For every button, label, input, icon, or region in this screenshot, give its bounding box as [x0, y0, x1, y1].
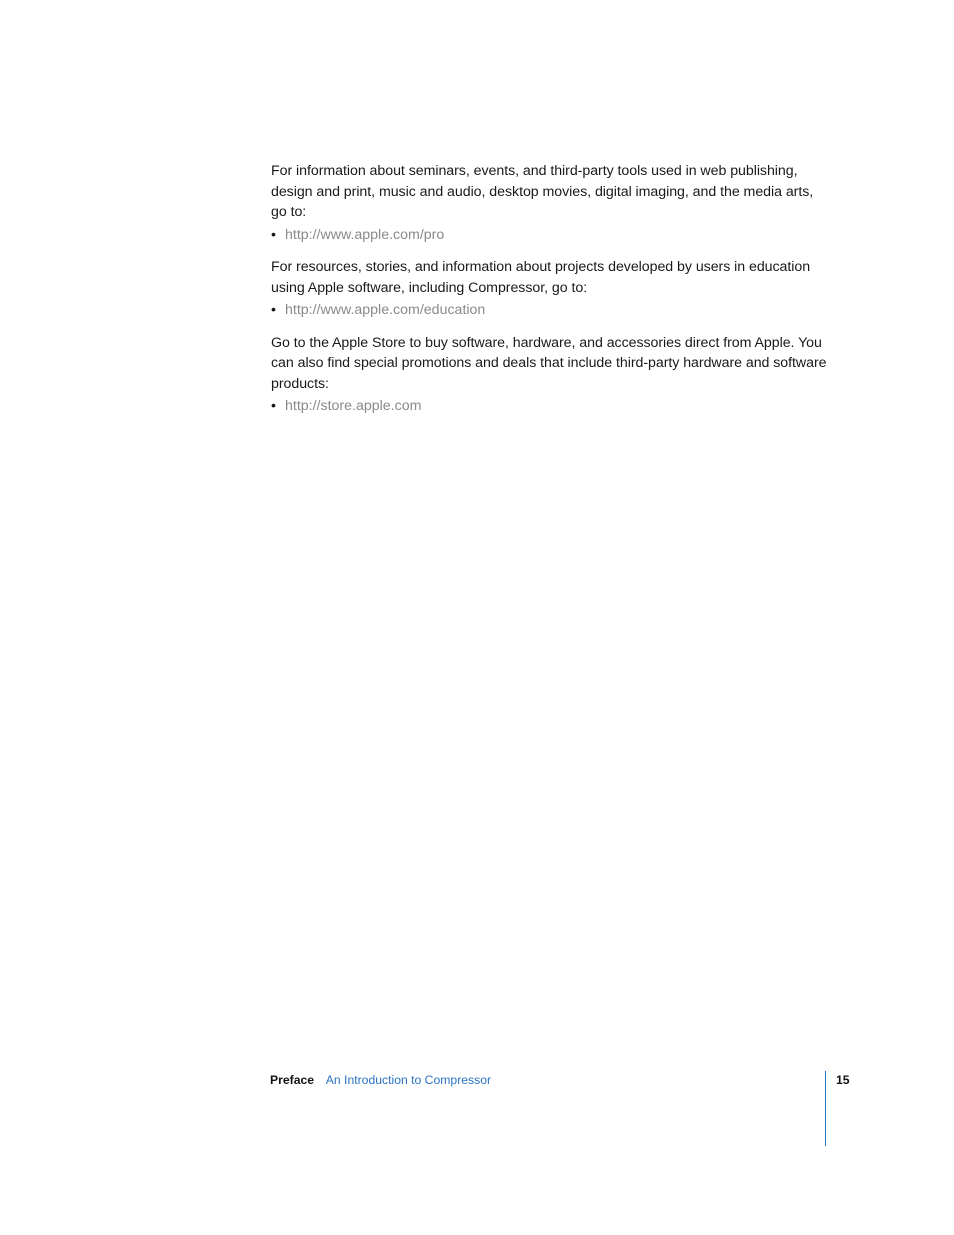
paragraph-apple-store: Go to the Apple Store to buy software, hardware, and accessories direct from Apple. You can also find special promotions and deals that include third-party hardware and software products:: [271, 334, 827, 392]
page-content: [271, 161, 831, 429]
footer-chapter-title: An Introduction to Compressor: [325, 1073, 492, 1087]
list-item: [271, 396, 831, 417]
link-list-education: [271, 300, 831, 321]
link-list-pro: [271, 225, 831, 246]
list-item: [271, 225, 831, 246]
link-apple-education[interactable]: http://www.apple.com/education: [285, 302, 486, 318]
paragraph-pro-resources: For information about seminars, events, and third-party tools used in web publishing, design and print, music and audio, desktop movies, digital imaging, and the media arts, go to:: [271, 163, 814, 220]
bullet-icon: •: [271, 302, 276, 318]
page-footer: [270, 1071, 491, 1089]
bullet-icon: •: [271, 226, 276, 243]
link-list-store: [271, 396, 831, 417]
list-item: [271, 300, 831, 321]
footer-divider: [825, 1071, 826, 1146]
link-apple-store[interactable]: http://store.apple.com: [285, 398, 422, 414]
link-apple-pro[interactable]: http://www.apple.com/pro: [285, 226, 445, 243]
page-number: 15: [836, 1073, 850, 1087]
bullet-icon: •: [271, 398, 276, 414]
footer-section-label: Preface: [270, 1073, 315, 1087]
paragraph-education-resources: For resources, stories, and information about projects developed by users in education using Apple software, including Compressor, go to:: [271, 259, 811, 296]
